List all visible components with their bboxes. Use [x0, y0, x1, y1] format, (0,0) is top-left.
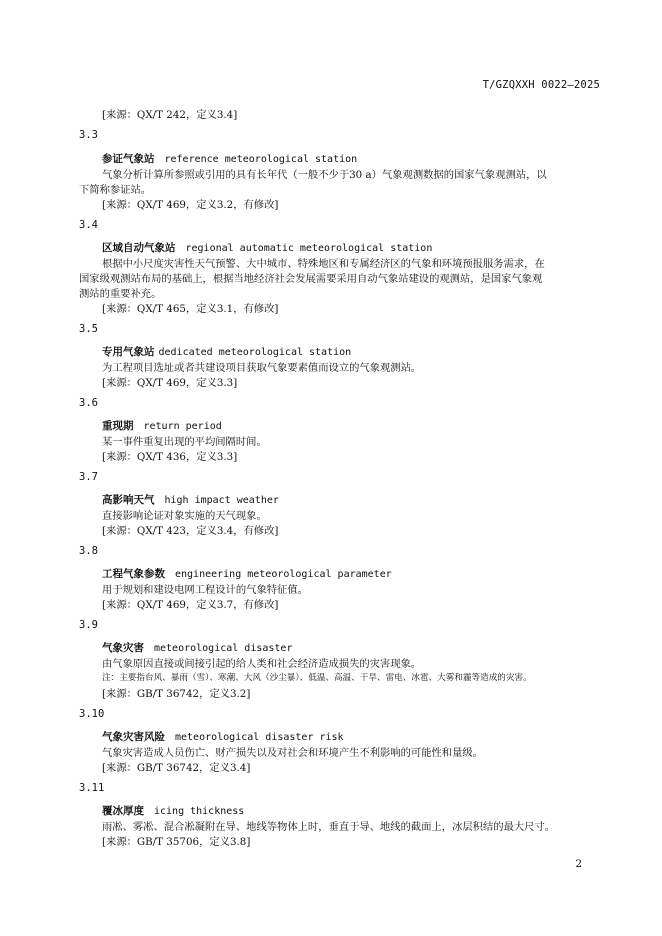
- term-heading: [102, 640, 292, 655]
- term-en: regional automatic meteorological station: [185, 243, 433, 254]
- page-number: 2: [575, 858, 582, 870]
- document-code: T/GZQXXH 0022—2025: [482, 79, 600, 91]
- clause-number: 3.4: [79, 219, 98, 231]
- term-zh: 工程气象参数: [102, 568, 165, 580]
- definition-line: 根据中小尺度灾害性天气预警、大中城市、特殊地区和专属经济区的气象和环境预报服务需求，在: [102, 258, 545, 270]
- source-ref: [来源：QX/T 469，定义3.2，有修改]: [102, 199, 279, 211]
- term-heading: [102, 418, 222, 433]
- term-zh: 参证气象站: [102, 153, 155, 165]
- term-en: dedicated meteorological station: [158, 347, 352, 358]
- clause-number: 3.11: [79, 782, 105, 794]
- clause-number: 3.9: [79, 619, 98, 631]
- term-en: return period: [143, 421, 222, 432]
- term-zh: 专用气象站: [102, 346, 155, 358]
- clause-number: 3.6: [79, 397, 98, 409]
- term-heading: [102, 803, 244, 818]
- definition-line: 为工程项目选址或者共建设项目获取气象要素值而设立的气象观测站。: [102, 362, 422, 374]
- source-ref: [来源：GB/T 36742，定义3.2]: [102, 688, 251, 700]
- clause-number: 3.7: [79, 471, 98, 483]
- source-ref: [来源：QX/T 423，定义3.4，有修改]: [102, 525, 279, 537]
- term-heading: [102, 151, 357, 166]
- term-en: reference meteorological station: [164, 154, 358, 165]
- definition-line: 由气象原因直接或间接引起的给人类和社会经济造成损失的灾害现象。: [102, 658, 422, 670]
- definition-line: 气象灾害造成人员伤亡、财产损失以及对社会和环境产生不利影响的可能性和量级。: [102, 747, 483, 759]
- term-en: meteorological disaster risk: [175, 732, 344, 743]
- term-zh: 覆冰厚度: [102, 805, 144, 817]
- definition-line: 测站的重要补充。: [79, 288, 162, 300]
- term-zh: 气象灾害风险: [102, 731, 165, 743]
- source-ref: [来源：GB/T 36742，定义3.4]: [102, 762, 251, 774]
- source-ref: [来源：QX/T 469，定义3.3]: [102, 377, 238, 389]
- term-en: meteorological disaster: [154, 643, 293, 654]
- definition-line: 直接影响论证对象实施的天气现象。: [102, 510, 267, 522]
- clause-number: 3.3: [79, 129, 98, 141]
- definition-line: 用于规划和建设电网工程设计的气象特征值。: [102, 584, 308, 596]
- definition-line: 下简称参证站。: [79, 184, 152, 196]
- source-ref: [来源：QX/T 469，定义3.7，有修改]: [102, 599, 279, 611]
- note-line: 注：主要指台风、暴雨（雪）、寒潮、大风（沙尘暴）、低温、高温、干旱、雷电、冰雹、大雾和霾等造成的灾害。: [102, 673, 532, 683]
- term-en: engineering meteorological parameter: [175, 569, 392, 580]
- definition-line: 国家级观测站布局的基础上，根据当地经济社会发展需要采用自动气象站建设的观测站，是国家气象观: [79, 273, 543, 285]
- term-heading: [102, 344, 351, 359]
- term-zh: 气象灾害: [102, 642, 144, 654]
- term-heading: [102, 240, 432, 255]
- term-zh: 重现期: [102, 420, 134, 432]
- source-ref: [来源：QX/T 436，定义3.3]: [102, 451, 238, 463]
- source-ref: [来源：QX/T 242，定义3.4]: [102, 109, 238, 121]
- term-heading: [102, 492, 279, 507]
- source-ref: [来源：QX/T 465，定义3.1，有修改]: [102, 303, 279, 315]
- clause-number: 3.10: [79, 708, 105, 720]
- term-zh: 高影响天气: [102, 494, 155, 506]
- definition-line: 某一事件重复出现的平均间隔时间。: [102, 436, 267, 448]
- term-heading: [102, 729, 344, 744]
- term-en: icing thickness: [154, 806, 245, 817]
- source-ref: [来源：GB/T 35706，定义3.8]: [102, 836, 251, 848]
- clause-number: 3.5: [79, 323, 98, 335]
- clause-number: 3.8: [79, 545, 98, 557]
- definition-line: 雨凇、雾凇、混合凇凝附在导、地线等物体上时，垂直于导、地线的截面上，冰层积结的最大尺寸。: [102, 821, 556, 833]
- definition-line: 气象分析计算所参照或引用的具有长年代（一般不少于30 a）气象观测数据的国家气象观测站，以: [102, 169, 547, 181]
- term-zh: 区域自动气象站: [102, 242, 176, 254]
- term-en: high impact weather: [164, 495, 279, 506]
- term-heading: [102, 566, 392, 581]
